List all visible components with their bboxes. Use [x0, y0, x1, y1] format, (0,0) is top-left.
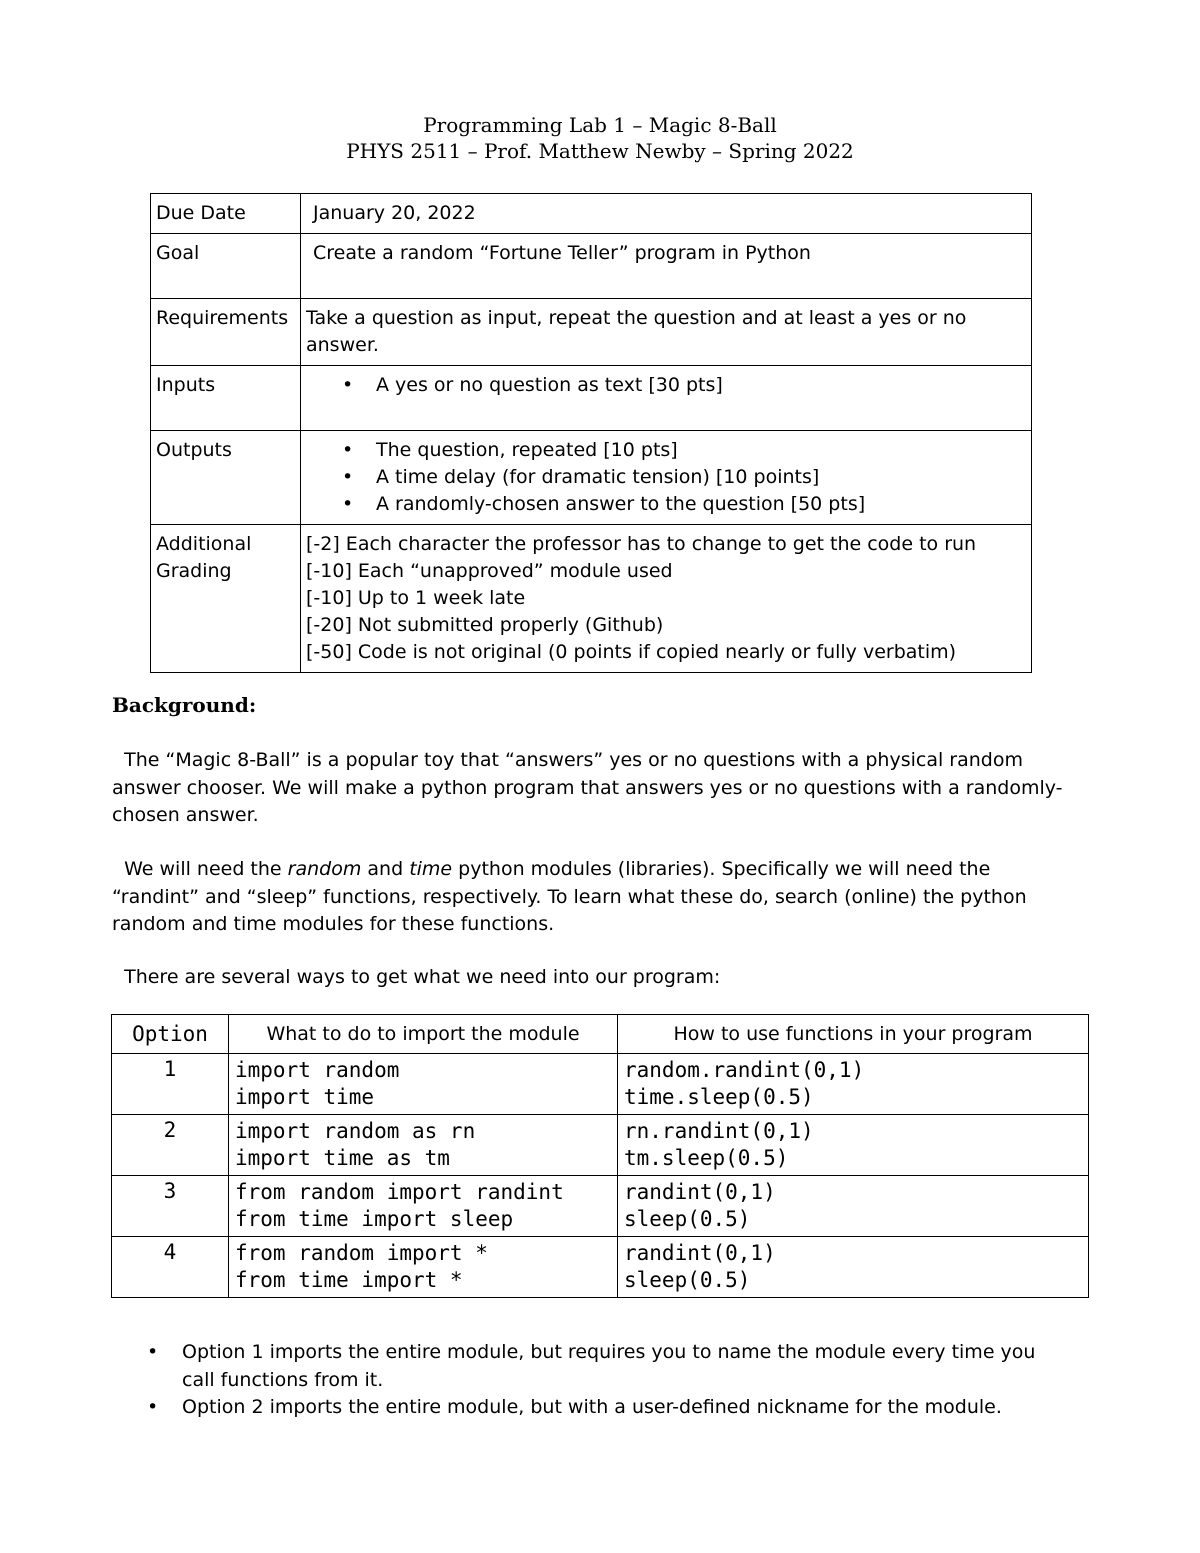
requirements-label: Requirements [151, 299, 301, 366]
list-item: [-20] Not submitted properly (Github) [306, 614, 664, 636]
inputs-list [306, 372, 1026, 399]
table-row [151, 194, 1032, 234]
background-heading: Background: [112, 693, 257, 717]
import-code: from random import * from time import * [229, 1237, 618, 1298]
table-row [112, 1054, 1089, 1115]
list-item: [-10] Up to 1 week late [306, 587, 526, 609]
table-row [151, 299, 1032, 366]
background-paragraph-2: We will need the random and time python modules (libraries). Specifically we will need the “randint” and “sleep” functions, respectively. To learn what these do, search (online) the python random and time modules for these functions. [112, 858, 1027, 935]
list-item: [-50] Code is not original (0 points if copied nearly or fully verbatim) [306, 641, 957, 663]
requirements-value: Take a question as input, repeat the question and at least a yes or no answer. [301, 299, 1032, 366]
list-item: • The question, repeated [10 pts] [376, 437, 1026, 464]
usage-code: rn.randint(0,1) tm.sleep(0.5) [618, 1115, 1089, 1176]
background-paragraph-1: The “Magic 8-Ball” is a popular toy that “answers” yes or no questions with a physical random answer chooser. We will make a python program that answers yes or no questions with a randomly-chosen answer. [112, 749, 1063, 826]
options-notes-list [182, 1339, 1072, 1422]
option-number: 1 [112, 1054, 229, 1115]
list-item: • Option 2 imports the entire module, but with a user-defined nickname for the module. [182, 1394, 1072, 1422]
usage-code: randint(0,1) sleep(0.5) [618, 1237, 1089, 1298]
list-item: [-2] Each character the professor has to change to get the code to run [306, 533, 977, 555]
list-item: [-10] Each “unapproved” module used [306, 560, 673, 582]
table-row [112, 1176, 1089, 1237]
usage-code: randint(0,1) sleep(0.5) [618, 1176, 1089, 1237]
table-row [151, 234, 1032, 299]
list-item: • A time delay (for dramatic tension) [10 points] [376, 464, 1026, 491]
column-header-import: What to do to import the module [229, 1015, 618, 1054]
option-number: 2 [112, 1115, 229, 1176]
import-code: import random import time [229, 1054, 618, 1115]
list-item: • A randomly-chosen answer to the question [50 pts] [376, 491, 1026, 518]
list-item: • Option 1 imports the entire module, but requires you to name the module every time you call functions from it. [182, 1339, 1072, 1394]
additional-grading-label: Additional Grading [151, 525, 301, 673]
document-title: Programming Lab 1 – Magic 8-Ball [423, 113, 777, 137]
table-row [151, 431, 1032, 525]
option-number: 4 [112, 1237, 229, 1298]
list-item: • A yes or no question as text [30 pts] [376, 372, 1026, 399]
table-row [112, 1115, 1089, 1176]
goal-label: Goal [151, 234, 301, 299]
outputs-list [306, 437, 1026, 518]
usage-code: random.randint(0,1) time.sleep(0.5) [618, 1054, 1089, 1115]
due-date-label: Due Date [151, 194, 301, 234]
goal-value: Create a random “Fortune Teller” program in Python [301, 234, 1032, 299]
import-options-table [111, 1014, 1089, 1298]
column-header-option: Option [112, 1015, 229, 1054]
background-paragraph-3: There are several ways to get what we need into our program: [124, 966, 721, 988]
table-row [151, 366, 1032, 431]
inputs-label: Inputs [151, 366, 301, 431]
due-date-value: January 20, 2022 [301, 194, 1032, 234]
table-row [112, 1237, 1089, 1298]
outputs-label: Outputs [151, 431, 301, 525]
import-code: from random import randint from time import sleep [229, 1176, 618, 1237]
table-row [151, 525, 1032, 673]
table-header-row [112, 1015, 1089, 1054]
document-subtitle: PHYS 2511 – Prof. Matthew Newby – Spring 2022 [346, 139, 854, 163]
import-code: import random as rn import time as tm [229, 1115, 618, 1176]
assignment-info-table [150, 193, 1032, 673]
column-header-usage: How to use functions in your program [618, 1015, 1089, 1054]
option-number: 3 [112, 1176, 229, 1237]
additional-grading-list [301, 525, 1032, 673]
